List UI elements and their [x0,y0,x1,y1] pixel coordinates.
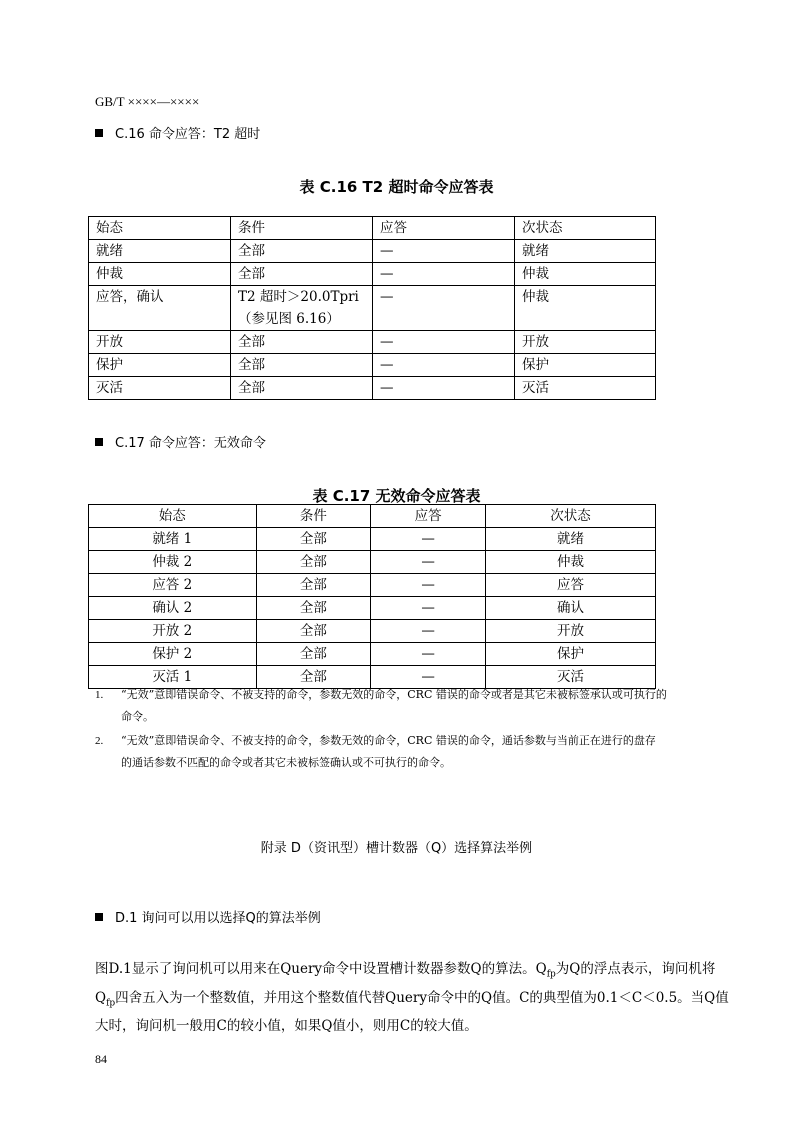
page-number: 84 [95,1052,107,1066]
paragraph-text: 为Q的浮点表示，询问机将Q [95,961,716,1006]
table-cell: T2 超时＞20.0Tpri（参见图 6.16） [231,286,373,331]
table-cell: 应答，确认 [89,286,231,331]
body-paragraph [95,958,735,1038]
note-2 [95,730,735,774]
header-cell: 应答 [371,505,486,528]
table-c16-caption: 表 C.16 T2 超时命令应答表 [299,178,494,196]
table-header-row [89,505,656,528]
table-row [89,643,656,666]
table-cell: 应答 [485,574,655,597]
table-row [89,354,656,377]
table-cell: 全部 [256,620,371,643]
table-cell: 灭活 [485,666,655,689]
table-row [89,528,656,551]
note-text: “无效”意即错误命令、不被支持的命令，参数无效的命令，CRC 错误的命令或者是其它未被标签承认或可执行的 [121,688,667,701]
table-c17 [88,504,656,689]
table-row [89,574,656,597]
table-cell: 灭活 1 [89,666,257,689]
table-cell: — [371,597,486,620]
table-cell: — [373,286,515,331]
table-cell: — [371,551,486,574]
table-cell: 全部 [256,666,371,689]
table-cell: 保护 [89,354,231,377]
table-cell: — [371,528,486,551]
table-cell: 灭活 [89,377,231,400]
section-d1-heading [95,907,321,926]
document-code: GB/T ××××—×××× [95,94,200,109]
section-c16-title: C.16 命令应答：T2 超时 [115,127,261,142]
table-cell: — [371,574,486,597]
table-c17-caption: 表 C.17 无效命令应答表 [312,487,481,505]
note-number: 2. [95,735,104,747]
table-cell: 仲裁 [515,263,656,286]
table-cell: 全部 [231,331,373,354]
table-cell: 灭活 [515,377,656,400]
table-header-row [89,217,656,240]
table-cell: 开放 [485,620,655,643]
table-cell: 就绪 [89,240,231,263]
table-cell: 全部 [256,528,371,551]
table-cell: 保护 [515,354,656,377]
table-cell: 全部 [231,240,373,263]
subscript: fp [546,969,556,980]
paragraph-text: 图D.1显示了询问机可以用来在Query命令中设置槽计数器参数Q的算法。Q [95,961,547,977]
section-c16-heading [95,123,260,142]
square-bullet-icon [95,913,103,921]
header-cell: 应答 [373,217,515,240]
table-cell: 保护 2 [89,643,257,666]
table-cell: 全部 [256,643,371,666]
table-cell: — [373,240,515,263]
table-cell: 就绪 1 [89,528,257,551]
table-cell: 全部 [256,597,371,620]
section-c17-heading [95,432,266,451]
square-bullet-icon [95,129,103,137]
table-row [89,286,656,331]
table-cell: 开放 [515,331,656,354]
header-cell: 始态 [89,505,257,528]
note-text-continued: 命令。 [121,710,154,723]
note-1 [95,684,735,728]
square-bullet-icon [95,438,103,446]
header-cell: 次状态 [515,217,656,240]
table-cell: 开放 [89,331,231,354]
table-cell: 保护 [485,643,655,666]
header-cell: 始态 [89,217,231,240]
paragraph-text: 四舍五入为一个整数值，并用这个整数值代替Query命令中的Q值。C的典型值为0.1＜C＜0.5。当Q值大时，询问机一般用C的较小值，如果Q值小，则用C的较大值。 [95,989,729,1035]
table-row [89,551,656,574]
table-cell: — [373,377,515,400]
table-cell: 全部 [231,263,373,286]
subscript: fp [106,998,116,1009]
table-cell: — [371,643,486,666]
table-cell: 确认 [485,597,655,620]
appendix-title: 附录 D（资讯型）槽计数器（Q）选择算法举例 [260,841,533,856]
table-cell: 全部 [256,551,371,574]
table-row [89,377,656,400]
table-cell: 应答 2 [89,574,257,597]
header-cell: 条件 [256,505,371,528]
table-row [89,620,656,643]
table-cell: — [373,263,515,286]
table-cell: 仲裁 [515,286,656,331]
table-cell: 全部 [231,354,373,377]
table-cell: — [373,354,515,377]
table-cell: 仲裁 [485,551,655,574]
table-cell: — [373,331,515,354]
table-row [89,597,656,620]
note-text-continued: 的通话参数不匹配的命令或者其它未被标签确认或不可执行的命令。 [121,756,451,769]
table-cell: 全部 [256,574,371,597]
table-cell: 仲裁 [89,263,231,286]
table-row [89,263,656,286]
table-cell: 就绪 [485,528,655,551]
table-cell: 就绪 [515,240,656,263]
table-row [89,331,656,354]
table-cell: 确认 2 [89,597,257,620]
table-cell: — [371,666,486,689]
table-cell: — [371,620,486,643]
section-c17-title: C.17 命令应答：无效命令 [115,436,266,451]
note-text: “无效”意即错误命令、不被支持的命令，参数无效的命令，CRC 错误的命令，通话参数与当前正在进行的盘存 [121,734,656,747]
header-cell: 次状态 [485,505,655,528]
table-cell: 全部 [231,377,373,400]
table-cell: 仲裁 2 [89,551,257,574]
table-cell: 开放 2 [89,620,257,643]
table-c16 [88,216,656,400]
table-row [89,240,656,263]
section-d1-title: D.1 询问可以用以选择Q的算法举例 [115,911,321,926]
header-cell: 条件 [231,217,373,240]
note-number: 1. [95,689,104,701]
